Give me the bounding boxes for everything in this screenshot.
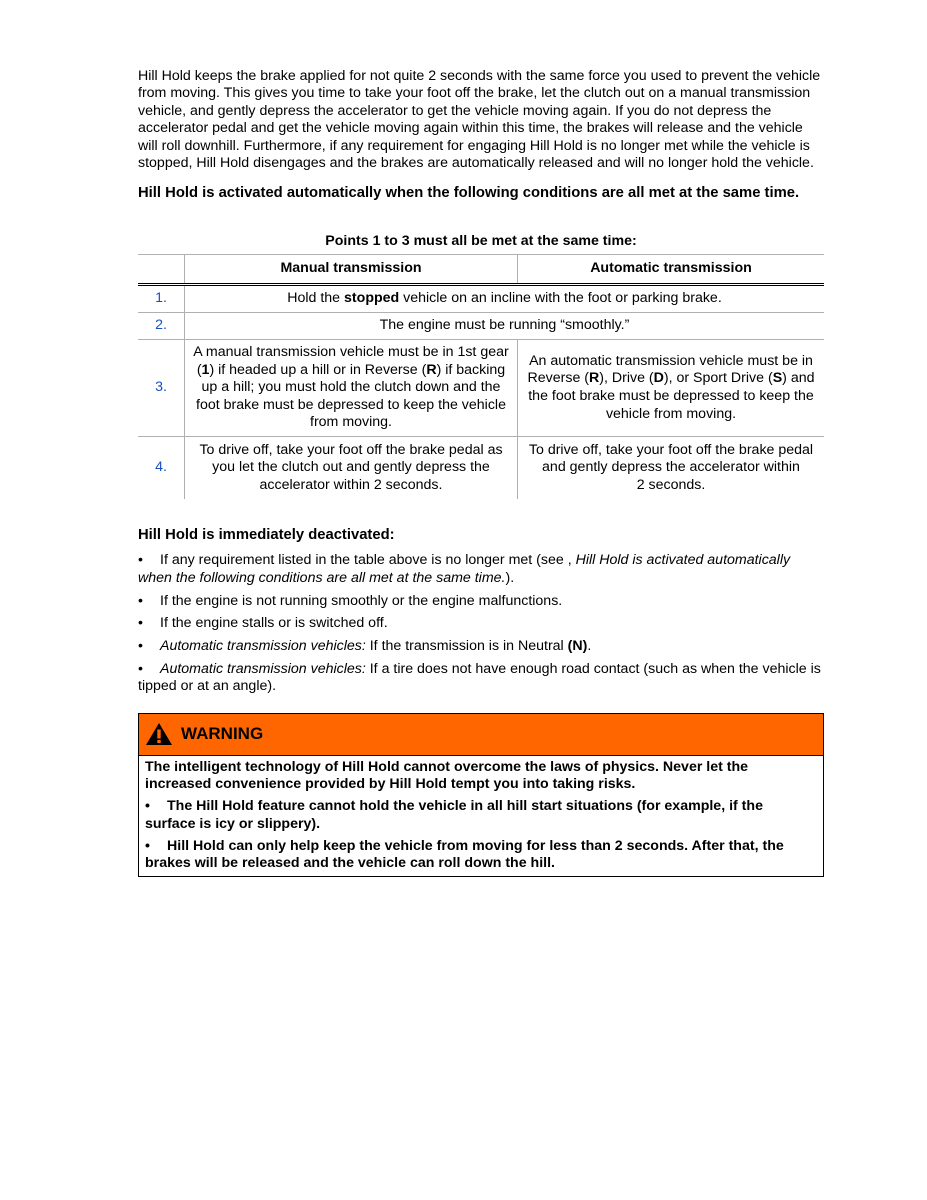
text-span: If the engine is not running smoothly or the engine malfunctions.	[160, 592, 563, 609]
row-4-automatic	[518, 436, 825, 499]
header-num	[138, 254, 185, 284]
text-span: .	[587, 638, 592, 655]
row-number: 4.	[138, 436, 185, 499]
table-row	[138, 436, 824, 499]
text-span: If a tire does not have enough road contact (such as when the vehicle is tipped or at an angle).	[138, 660, 821, 695]
list-item	[138, 661, 824, 696]
warning-item	[145, 838, 817, 873]
bold-span: stopped	[344, 290, 400, 307]
bold-span: S	[772, 370, 783, 387]
warning-header	[139, 714, 823, 756]
deactivated-list	[138, 552, 824, 695]
text-span: To drive off, take your foot off the brake pedal and gently depress the accelerator within	[528, 441, 814, 476]
text-span: If any requirement listed in the table above is no longer met (see ,	[160, 552, 576, 569]
text-span: vehicle on an incline with the foot or parking brake.	[399, 290, 722, 307]
table-row	[138, 312, 824, 339]
table-header-row	[138, 254, 824, 284]
bullet-icon: •	[138, 552, 143, 569]
activated-heading: Hill Hold is activated automatically when the following conditions are all met at the same time.	[138, 185, 800, 202]
list-item	[138, 615, 824, 632]
text-span: An automatic transmission vehicle must be in Reverse (	[527, 352, 813, 387]
row-number: 3.	[138, 339, 185, 436]
text-span: ) and the foot brake must be depressed to keep the vehicle from moving.	[528, 370, 815, 422]
row-3-manual	[185, 339, 518, 436]
row-3-automatic	[518, 339, 825, 436]
text-span: Hold the	[287, 290, 345, 307]
bold-span: (N)	[567, 638, 588, 655]
warning-item	[145, 798, 817, 833]
warning-body	[139, 756, 823, 876]
warning-title: WARNING	[181, 724, 264, 744]
table-row	[138, 284, 824, 312]
bullet-icon: •	[138, 638, 143, 655]
text-span: ), or Sport Drive (	[663, 370, 773, 387]
bullet-icon: •	[138, 592, 143, 609]
warning-intro: The intelligent technology of Hill Hold cannot overcome the laws of physics. Never let the increased convenience provided by Hill Hold tempt you into taking risks.	[145, 758, 749, 793]
intro-paragraph: Hill Hold keeps the brake applied for not quite 2 seconds with the same force you used to prevent the vehicle from moving. This gives you time to take your foot off the brake, let the clutch out on a manual transmission vehicle, and gently depress the accelerator to get the vehicle moving again. If you do not depress the accelerator pedal and get the vehicle moving again within this time, the brakes will release and the vehicle will roll downhill. Furthermore, if any requirement for engaging Hill Hold is no longer met while the vehicle is stopped, Hill Hold disengages and the brakes are automatically released and will no longer hold the vehicle.	[138, 68, 821, 172]
text-span: ) if headed up a hill or in Reverse (	[209, 361, 427, 378]
row-2-text: The engine must be running “smoothly.”	[379, 317, 630, 334]
text-span: 2 seconds.	[636, 476, 706, 493]
table-caption: Points 1 to 3 must all be met at the same time:	[325, 232, 637, 249]
bullet-icon: •	[138, 615, 143, 632]
bold-span: R	[426, 361, 437, 378]
text-span: The Hill Hold feature cannot hold the vehicle in all hill start situations (for example, if the surface is icy or slippery).	[145, 798, 763, 832]
row-1-text	[185, 284, 825, 312]
table-row	[138, 339, 824, 436]
bold-span: R	[589, 370, 600, 387]
warning-box	[138, 713, 824, 877]
text-span: If the transmission is in Neutral	[365, 638, 568, 655]
text-span: ).	[505, 569, 515, 586]
text-span: ) if backing up a hill; you must hold the clutch down and the foot brake must be depressed to keep the vehicle from moving.	[196, 361, 506, 431]
row-number: 1.	[138, 284, 185, 312]
list-item	[138, 593, 824, 610]
row-number: 2.	[138, 312, 185, 339]
conditions-table	[138, 254, 824, 499]
bold-span: 1	[201, 361, 210, 378]
bold-span: D	[653, 370, 664, 387]
text-span: If the engine stalls or is switched off.	[160, 615, 388, 632]
list-item	[138, 638, 824, 655]
italic-span: Automatic transmission vehicles:	[160, 638, 366, 655]
warning-triangle-icon	[145, 722, 173, 746]
bullet-icon: •	[145, 798, 150, 815]
deactivated-heading: Hill Hold is immediately deactivated:	[138, 526, 395, 543]
bullet-icon: •	[145, 837, 150, 854]
text-span: Hill Hold can only help keep the vehicle from moving for less than 2 seconds. After that, the brakes will be released and the vehicle can roll down the hill.	[145, 837, 784, 872]
italic-span: Automatic transmission vehicles:	[160, 660, 366, 677]
text-span: A manual transmission vehicle must be in 1st gear (	[193, 343, 509, 378]
header-automatic: Automatic transmission	[518, 254, 825, 284]
text-span: ), Drive (	[599, 370, 654, 387]
row-4-manual: To drive off, take your foot off the brake pedal as you let the clutch out and gently depress the accelerator within 2 seconds.	[185, 436, 518, 499]
header-manual: Manual transmission	[185, 254, 518, 284]
bullet-icon: •	[138, 660, 143, 677]
document-page	[138, 68, 824, 877]
italic-span: Hill Hold is activated automatically when the following conditions are all met at the same time.	[138, 552, 791, 586]
list-item	[138, 552, 824, 587]
